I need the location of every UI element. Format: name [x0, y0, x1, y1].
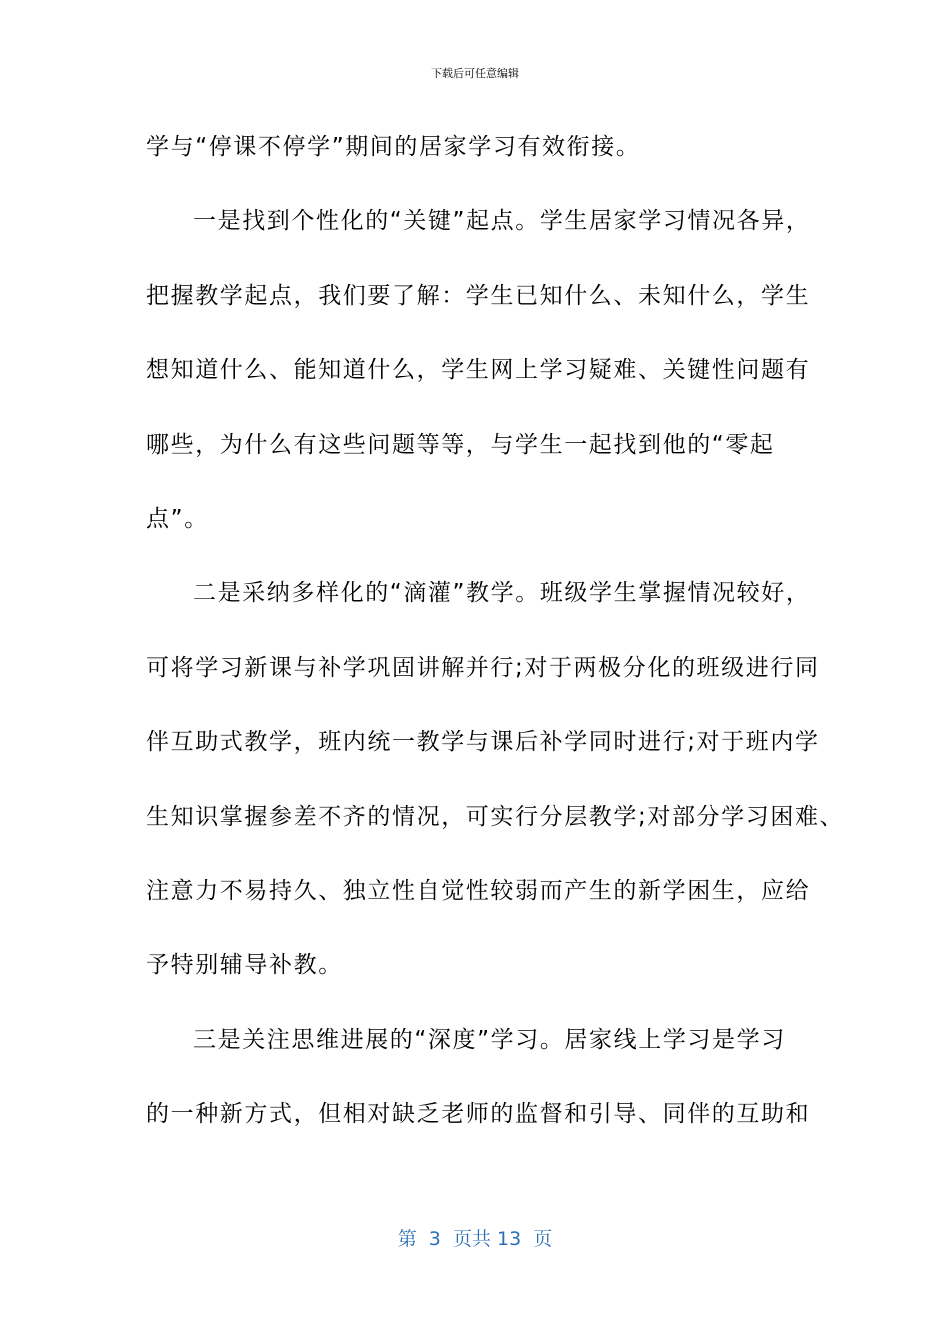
text-line-3: 把握教学起点，我们要了解：学生已知什么、未知什么，学生 [146, 282, 811, 309]
text-line-4: 想知道什么、能知道什么，学生网上学习疑难、关键性问题有 [146, 357, 811, 384]
text-line-5: 哪些，为什么有这些问题等等，与学生一起找到他的“零起 [146, 431, 775, 458]
text-line-11: 注意力不易持久、独立性自觉性较弱而产生的新学困生，应给 [146, 877, 811, 904]
text-line-7: 二是采纳多样化的“滴灌”教学。班级学生掌握情况较好， [193, 580, 811, 607]
text-line-9: 伴互助式教学，班内统一教学与课后补学同时进行;对于班内学 [146, 729, 820, 756]
text-line-14: 的一种新方式，但相对缺乏老师的监督和引导、同伴的互助和 [146, 1101, 811, 1128]
text-line-8: 可将学习新课与补学巩固讲解并行;对于两极分化的班级进行同 [146, 654, 820, 681]
text-line-2: 一是找到个性化的“关键”起点。学生居家学习情况各异， [193, 208, 811, 235]
page-number-footer: 第 3 页共 13 页 [397, 1228, 553, 1250]
text-line-6: 点”。 [146, 505, 209, 532]
page-header: 下载后可任意编辑 [431, 67, 519, 80]
text-line-12: 予特别辅导补教。 [146, 952, 343, 979]
text-line-10: 生知识掌握参差不齐的情况，可实行分层教学;对部分学习困难、 [146, 803, 845, 830]
document-body [146, 110, 846, 1151]
text-line-1: 学与“停课不停学”期间的居家学习有效衔接。 [146, 134, 641, 160]
text-line-13: 三是关注思维进展的“深度”学习。居家线上学习是学习 [193, 1026, 786, 1053]
